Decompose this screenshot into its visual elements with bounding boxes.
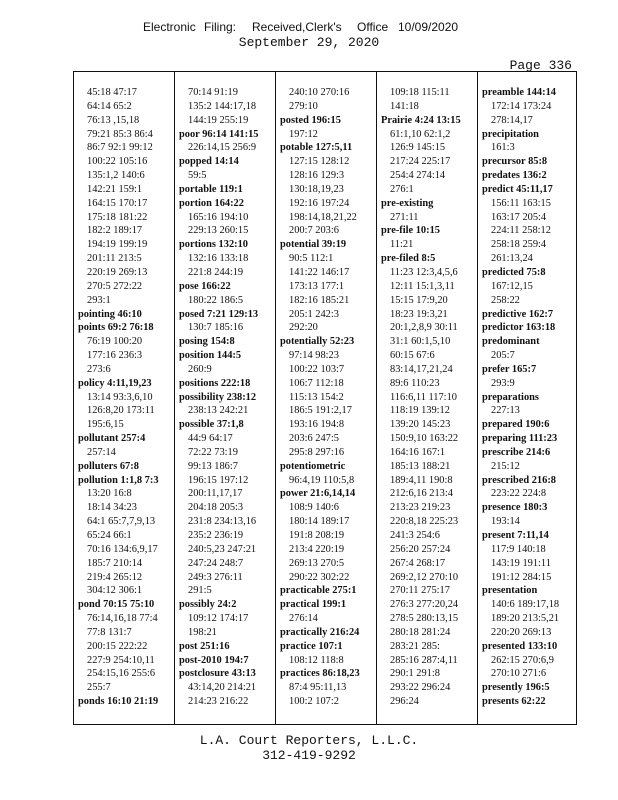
index-reference: 293:22 296:24 <box>390 682 451 694</box>
index-term: points 69:2 76:18 <box>78 322 154 334</box>
index-term: practicable 275:1 <box>280 585 357 597</box>
index-reference: 140:6 189:17,18 <box>491 599 560 611</box>
index-reference: 173:13 177:1 <box>289 280 345 292</box>
index-term: pollution 1:1,8 7:3 <box>78 474 159 486</box>
index-reference: 193:14 <box>491 516 520 528</box>
index-reference: 189:4,11 190:8 <box>390 474 453 486</box>
index-reference: 143:19 191:11 <box>491 557 551 569</box>
index-reference: 191:8 208:19 <box>289 530 345 541</box>
index-term: predominant <box>482 336 540 348</box>
index-reference: 76:14,16,18 77:4 <box>87 613 158 625</box>
index-reference: 278:5 280:13,15 <box>390 613 459 625</box>
index-reference: 135:2 144:17,18 <box>188 100 257 112</box>
index-reference: 15:15 17:9,20 <box>390 294 448 306</box>
index-term: preparing 111:23 <box>482 433 558 445</box>
index-reference: 86:7 92:1 99:12 <box>87 142 153 154</box>
index-reference: 213:23 219:23 <box>390 502 451 514</box>
index-reference: 108:12 118:8 <box>289 654 344 666</box>
index-term: present 7:11,14 <box>482 530 549 541</box>
index-term: pre-existing <box>381 197 434 209</box>
index-reference: 31:1 60:1,5,10 <box>390 336 451 348</box>
index-reference: 227:9 254:10,11 <box>87 654 155 666</box>
index-reference: 258:22 <box>491 294 520 306</box>
index-term: potential 39:19 <box>280 239 347 251</box>
index-reference: 13:14 93:3,6,10 <box>87 391 153 403</box>
index-reference: 290:22 302:22 <box>289 571 350 583</box>
index-reference: 235:2 236:19 <box>188 530 244 541</box>
index-reference: 203:6 247:5 <box>289 433 339 445</box>
index-reference: 164:16 167:1 <box>390 446 446 458</box>
index-reference: 132:16 133:18 <box>188 253 249 265</box>
index-term: policy 4:11,19,23 <box>78 377 152 389</box>
index-reference: 226:14,15 256:9 <box>188 142 257 154</box>
index-term: power 21:6,14,14 <box>280 488 356 500</box>
index-term: position 144:5 <box>179 350 242 362</box>
index-term: posing 154:8 <box>179 336 235 348</box>
index-reference: 283:21 285: <box>390 640 440 652</box>
index-reference: 12:11 15:1,3,11 <box>390 280 455 292</box>
index-reference: 280:18 281:24 <box>390 626 451 638</box>
index-reference: 109:12 174:17 <box>188 613 249 625</box>
index-reference: 258:18 259:4 <box>491 239 547 251</box>
index-reference: 97:14 98:23 <box>289 350 339 362</box>
index-reference: 44:9 64:17 <box>188 433 233 445</box>
index-reference: 276:1 <box>390 183 414 195</box>
index-reference: 262:15 270:6,9 <box>491 654 554 666</box>
index-reference: 256:20 257:24 <box>390 543 451 555</box>
index-term: predict 45:11,17 <box>482 183 553 195</box>
page-number: Page 336 <box>509 58 572 73</box>
index-reference: 291:5 <box>188 585 212 597</box>
index-term: pre-file 10:15 <box>381 225 440 237</box>
index-reference: 198:21 <box>188 626 217 638</box>
index-term: preamble 144:14 <box>482 87 556 98</box>
index-reference: 118:19 139:12 <box>390 405 450 417</box>
index-reference: 304:12 306:1 <box>87 585 143 597</box>
index-term: practice 107:1 <box>280 640 343 652</box>
index-reference: 89:6 110:23 <box>390 377 440 389</box>
index-reference: 192:16 197:24 <box>289 197 350 209</box>
index-reference: 254:15,16 255:6 <box>87 668 156 680</box>
index-reference: 182:2 189:17 <box>87 225 143 237</box>
index-term: ponds 16:10 21:19 <box>78 696 159 708</box>
index-term: pointing 46:10 <box>78 308 142 320</box>
index-reference: 273:6 <box>87 363 111 375</box>
index-reference: 220:8,18 225:23 <box>390 516 459 528</box>
index-reference: 130:7 185:16 <box>188 322 244 334</box>
index-reference: 285:16 287:4,11 <box>390 654 458 666</box>
index-term: possibly 24:2 <box>179 599 237 611</box>
index-reference: 76:19 100:20 <box>87 336 143 348</box>
index-term: posed 7:21 129:13 <box>179 308 259 320</box>
index-term: positions 222:18 <box>179 377 251 389</box>
index-reference: 70:14 91:19 <box>188 87 238 98</box>
index-reference: 214:23 216:22 <box>188 696 249 708</box>
index-reference: 276:3 277:20,24 <box>390 599 459 611</box>
index-term: presence 180:3 <box>482 502 548 514</box>
index-reference: 215:12 <box>491 460 520 472</box>
index-reference: 200:15 222:22 <box>87 640 148 652</box>
index-term: predicted 75:8 <box>482 266 546 278</box>
index-reference: 198:14,18,21,22 <box>289 211 357 223</box>
index-reference: 139:20 145:23 <box>390 419 451 431</box>
index-reference: 269:13 270:5 <box>289 557 345 569</box>
index-reference: 276:14 <box>289 613 318 625</box>
index-term: precursor 85:8 <box>482 156 548 168</box>
hearing-date: September 29, 2020 <box>238 35 380 50</box>
index-reference: 96:4,19 110:5,8 <box>289 474 355 486</box>
index-reference: 290:1 291:8 <box>390 668 440 680</box>
index-reference: 240:10 270:16 <box>289 87 350 98</box>
index-reference: 195:6,15 <box>87 419 124 431</box>
index-reference: 128:16 129:3 <box>289 170 345 182</box>
index-reference: 142:21 159:1 <box>87 183 143 195</box>
index-reference: 193:16 194:8 <box>289 419 345 431</box>
index-term: precipitation <box>482 128 539 140</box>
index-reference: 295:8 297:16 <box>289 446 345 458</box>
index-reference: 43:14,20 214:21 <box>188 682 257 694</box>
index-term: possibility 238:12 <box>179 391 257 403</box>
index-reference: 13:20 16:8 <box>87 488 132 500</box>
index-term: portion 164:22 <box>179 197 244 209</box>
index-reference: 197:12 <box>289 128 318 140</box>
index-reference: 163:17 205:4 <box>491 211 547 223</box>
index-term: pose 166:22 <box>179 280 231 292</box>
index-reference: 293:1 <box>87 294 111 306</box>
index-term: potentially 52:23 <box>280 336 355 348</box>
index-reference: 144:19 255:19 <box>188 114 249 126</box>
index-reference: 90:5 112:1 <box>289 253 334 265</box>
index-reference: 270:11 275:17 <box>390 585 450 597</box>
index-term: preparations <box>482 391 539 403</box>
column-divider <box>376 71 377 725</box>
index-reference: 267:4 268:17 <box>390 557 446 569</box>
index-reference: 177:16 236:3 <box>87 350 143 362</box>
index-column-4 <box>381 86 477 709</box>
index-term: presents 62:22 <box>482 696 546 708</box>
index-term: potentiometric <box>280 460 346 472</box>
index-reference: 115:13 154:2 <box>289 391 344 403</box>
index-reference: 247:24 248:7 <box>188 557 244 569</box>
index-column-2 <box>179 86 275 709</box>
index-term: posted 196:15 <box>280 114 341 126</box>
index-reference: 254:4 274:14 <box>390 170 446 182</box>
index-term: popped 14:14 <box>179 156 239 168</box>
index-term: prescribed 216:8 <box>482 474 556 486</box>
index-reference: 269:2,12 270:10 <box>390 571 459 583</box>
index-term: potable 127:5,11 <box>280 142 353 154</box>
filing-stamp <box>0 20 618 36</box>
index-reference: 141:18 <box>390 100 419 112</box>
index-reference: 106:7 112:18 <box>289 377 344 389</box>
index-reference: 61:1,10 62:1,2 <box>390 128 451 140</box>
index-reference: 60:15 67:6 <box>390 350 435 362</box>
filing-word: Filing: <box>204 20 237 34</box>
index-term: Prairie 4:24 13:15 <box>381 114 461 126</box>
index-reference: 109:18 115:11 <box>390 87 450 98</box>
index-reference: 180:14 189:17 <box>289 516 350 528</box>
index-reference: 270:5 272:22 <box>87 280 143 292</box>
index-column-1 <box>78 86 174 709</box>
index-reference: 221:8 244:19 <box>188 266 244 278</box>
index-reference: 204:18 205:3 <box>188 502 244 514</box>
index-reference: 165:16 194:10 <box>188 211 249 223</box>
index-reference: 229:13 260:15 <box>188 225 249 237</box>
index-term: practically 216:24 <box>280 626 360 638</box>
index-reference: 217:24 225:17 <box>390 156 451 168</box>
index-reference: 182:16 185:21 <box>289 294 350 306</box>
index-term: poor 96:14 141:15 <box>179 128 259 140</box>
index-term: predictor 163:18 <box>482 322 556 334</box>
index-reference: 135:1,2 140:6 <box>87 170 145 182</box>
index-reference: 126:8,20 173:11 <box>87 405 155 417</box>
index-reference: 227:13 <box>491 405 520 417</box>
index-reference: 249:3 276:11 <box>188 571 243 583</box>
index-reference: 201:11 213:5 <box>87 253 142 265</box>
column-divider <box>174 71 175 725</box>
index-reference: 100:22 105:16 <box>87 156 148 168</box>
filing-word: 10/09/2020 <box>398 20 459 34</box>
index-reference: 255:7 <box>87 682 111 694</box>
index-column-5 <box>482 86 578 709</box>
index-reference: 196:15 197:12 <box>188 474 249 486</box>
index-reference: 293:9 <box>491 377 515 389</box>
index-reference: 116:6,11 117:10 <box>390 391 457 403</box>
index-reference: 279:10 <box>289 100 318 112</box>
index-term: possible 37:1,8 <box>179 419 244 431</box>
index-reference: 126:9 145:15 <box>390 142 446 154</box>
index-reference: 186:5 191:2,17 <box>289 405 352 417</box>
index-term: presentation <box>482 585 538 597</box>
index-term: portions 132:10 <box>179 239 248 251</box>
index-reference: 65:24 66:1 <box>87 530 132 541</box>
index-reference: 212:6,16 213:4 <box>390 488 453 500</box>
index-reference: 70:16 134:6,9,17 <box>87 543 158 555</box>
index-reference: 231:8 234:13,16 <box>188 516 257 528</box>
index-reference: 45:18 47:17 <box>87 87 137 98</box>
index-reference: 141:22 146:17 <box>289 266 350 278</box>
index-reference: 240:5,23 247:21 <box>188 543 257 555</box>
reporter-phone: 312-419-9292 <box>262 748 356 763</box>
index-term: prepared 190:6 <box>482 419 550 431</box>
index-reference: 79:21 85:3 86:4 <box>87 128 153 140</box>
index-reference: 72:22 73:19 <box>188 446 238 458</box>
index-reference: 241:3 254:6 <box>390 530 440 541</box>
index-term: predates 136:2 <box>482 170 547 182</box>
index-reference: 223:22 224:8 <box>491 488 547 500</box>
index-reference: 205:1 242:3 <box>289 308 339 320</box>
index-reference: 296:24 <box>390 696 419 708</box>
index-reference: 200:7 203:6 <box>289 225 339 237</box>
index-reference: 156:11 163:15 <box>491 197 551 209</box>
index-reference: 270:10 271:6 <box>491 668 547 680</box>
index-term: pollutant 257:4 <box>78 433 146 445</box>
index-reference: 238:13 242:21 <box>188 405 249 417</box>
index-reference: 59:5 <box>188 170 207 182</box>
index-term: presented 133:10 <box>482 640 558 652</box>
index-reference: 117:9 140:18 <box>491 543 546 555</box>
index-reference: 278:14,17 <box>491 114 533 126</box>
index-reference: 220:20 269:13 <box>491 626 552 638</box>
index-reference: 194:19 199:19 <box>87 239 148 251</box>
index-reference: 213:4 220:19 <box>289 543 345 555</box>
index-reference: 185:7 210:14 <box>87 557 143 569</box>
index-term: presently 196:5 <box>482 682 550 694</box>
index-term: prefer 165:7 <box>482 363 537 375</box>
index-reference: 18:23 19:3,21 <box>390 308 448 320</box>
filing-word: Received,Clerk's <box>252 20 342 34</box>
column-divider <box>275 71 276 725</box>
index-reference: 83:14,17,21,24 <box>390 363 453 375</box>
index-reference: 257:14 <box>87 446 116 458</box>
index-reference: 260:9 <box>188 363 212 375</box>
index-reference: 271:11 <box>390 211 419 223</box>
index-term: practices 86:18,23 <box>280 668 360 680</box>
index-term: post 251:16 <box>179 640 230 652</box>
index-reference: 127:15 128:12 <box>289 156 350 168</box>
index-term: predictive 162:7 <box>482 308 554 320</box>
index-reference: 64:14 65:2 <box>87 100 132 112</box>
index-term: pre-filed 8:5 <box>381 253 436 265</box>
index-reference: 11:21 <box>390 239 414 251</box>
index-reference: 76:13 ,15,18 <box>87 114 140 126</box>
index-reference: 161:3 <box>491 142 515 154</box>
column-divider <box>477 71 478 725</box>
index-reference: 167:12,15 <box>491 280 533 292</box>
index-reference: 11:23 12:3,4,5,6 <box>390 266 458 278</box>
filing-word: Electronic <box>143 20 196 34</box>
index-reference: 150:9,10 163:22 <box>390 433 459 445</box>
index-reference: 189:20 213:5,21 <box>491 613 560 625</box>
index-reference: 64:1 65:7,7,9,13 <box>87 516 156 528</box>
index-term: portable 119:1 <box>179 183 243 195</box>
index-reference: 220:19 269:13 <box>87 266 148 278</box>
index-term: postclosure 43:13 <box>179 668 256 680</box>
index-reference: 172:14 173:24 <box>491 100 552 112</box>
index-reference: 185:13 188:21 <box>390 460 451 472</box>
index-term: prescribe 214:6 <box>482 446 551 458</box>
index-reference: 87:4 95:11,13 <box>289 682 347 694</box>
index-reference: 164:15 170:17 <box>87 197 148 209</box>
index-reference: 205:7 <box>491 350 515 362</box>
index-reference: 77:8 131:7 <box>87 626 132 638</box>
index-term: practical 199:1 <box>280 599 347 611</box>
index-reference: 191:12 284:15 <box>491 571 552 583</box>
index-column-3 <box>280 86 376 709</box>
index-reference: 100:2 107:2 <box>289 696 339 708</box>
index-reference: 180:22 186:5 <box>188 294 244 306</box>
index-reference: 200:11,17,17 <box>188 488 243 500</box>
index-term: pond 70:15 75:10 <box>78 599 155 611</box>
index-reference: 100:22 103:7 <box>289 363 345 375</box>
index-reference: 18:14 34:23 <box>87 502 137 514</box>
index-reference: 20:1,2,8,9 30:11 <box>390 322 458 334</box>
filing-word: Office <box>357 20 389 34</box>
index-reference: 292:20 <box>289 322 318 334</box>
reporter-name: L.A. Court Reporters, L.L.C. <box>199 733 419 748</box>
index-reference: 108:9 140:6 <box>289 502 339 514</box>
index-reference: 99:13 186:7 <box>188 460 238 472</box>
index-reference: 219:4 265:12 <box>87 571 143 583</box>
index-reference: 130:18,19,23 <box>289 183 344 195</box>
index-term: post-2010 194:7 <box>179 654 249 666</box>
index-term: polluters 67:8 <box>78 460 139 472</box>
index-reference: 224:11 258:12 <box>491 225 551 237</box>
index-reference: 261:13,24 <box>491 253 533 265</box>
index-reference: 175:18 181:22 <box>87 211 148 223</box>
